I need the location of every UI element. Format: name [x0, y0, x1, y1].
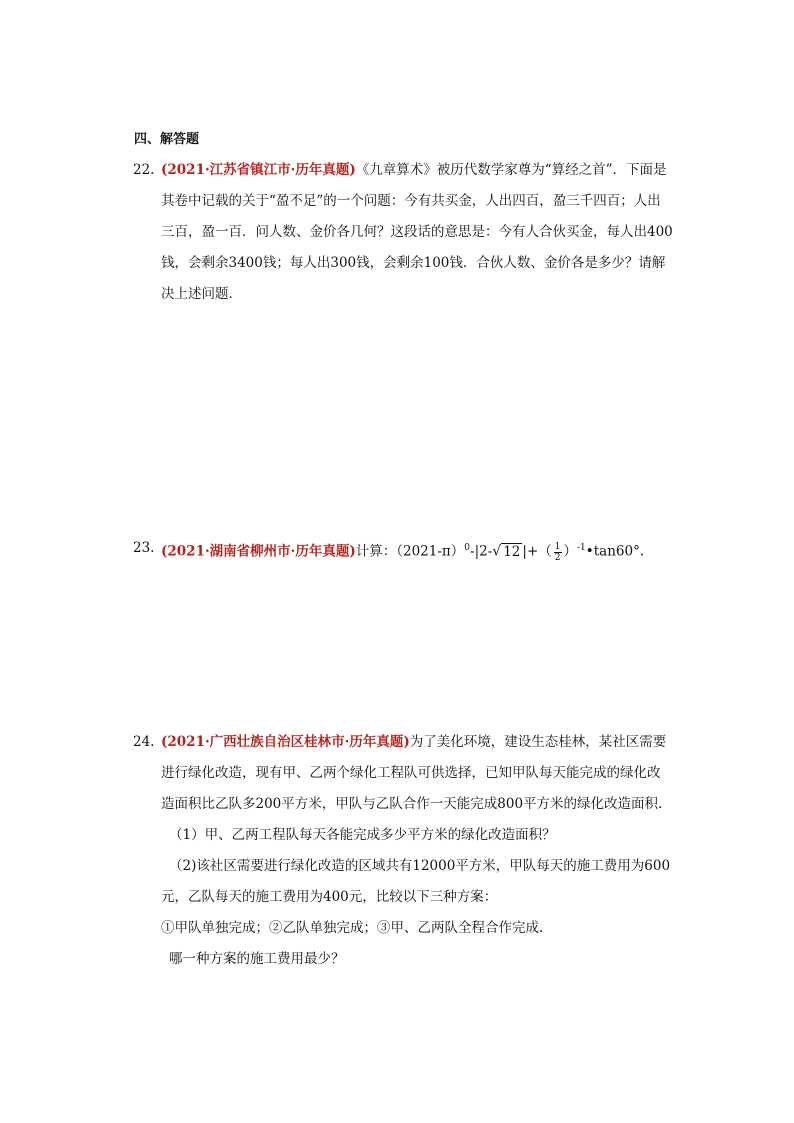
question-number: 24. — [133, 734, 155, 750]
fraction-numerator: 1 — [554, 541, 561, 552]
question-24 — [133, 727, 673, 975]
question-source: (2021·江苏省镇江市·历年真题) — [161, 162, 356, 178]
question-number: 23. — [133, 540, 155, 556]
question-23 — [133, 533, 673, 568]
fraction-denominator: 2 — [554, 552, 561, 563]
question-source: (2021·广西壮族自治区桂林市·历年真题) — [161, 734, 410, 750]
math-term: •tan60°. — [585, 543, 645, 560]
sub-question-2: （2)该社区需要进行绿化改造的区域共有12000平方米，甲队每天的施工费用为600元，乙队每天的施工费用为400元，比较以下三种方案： — [161, 858, 671, 905]
sqrt-icon: √ — [492, 543, 502, 560]
math-radicand: 12 — [503, 543, 521, 560]
math-term: ） — [563, 543, 578, 560]
math-fraction — [554, 542, 562, 563]
question-text: 《九章算术》被历代数学家尊为“算经之首”．下面是其卷中记载的关于“盈不足”的一个问题：今有共买金，人出四百，盈三千四百；人出三百，盈一百．问人数、金价各几何？这段话的意思是：今有人合伙买金，每人出400钱，会剩余3400钱；每人出300钱，会剩余100钱．合伙人数、金价各是多少？请解决上述问题． — [161, 162, 673, 302]
options-line: ①甲队单独完成；②乙队单独完成；③甲、乙两队全程合作完成. — [161, 920, 544, 936]
question-text: 为了美化环境，建设生态桂林，某社区需要进行绿化改造，现有甲、乙两个绿化工程队可供选择，已知甲队每天能完成的绿化改造面积比乙队多200平方米，甲队与乙队合作一天能完成800平方米的绿化改造面积. — [161, 734, 667, 812]
sub-question-1: （1）甲、乙两工程队每天各能完成多少平方米的绿化改造面积？ — [169, 827, 556, 843]
question-source: (2021·湖南省柳州市·历年真题) — [161, 543, 356, 560]
question-lead: 计算： — [355, 543, 397, 560]
math-term: -|2- — [470, 543, 493, 560]
question-22 — [133, 155, 673, 310]
math-exponent: -1 — [577, 543, 586, 553]
section-heading: 四、解答题 — [134, 132, 200, 147]
question-number: 22. — [133, 162, 155, 178]
math-term: |+（ — [522, 543, 552, 560]
math-term: （2021-π） — [396, 543, 465, 560]
math-exponent: 0 — [464, 543, 471, 553]
final-question: 哪一种方案的施工费用最少？ — [169, 951, 345, 967]
